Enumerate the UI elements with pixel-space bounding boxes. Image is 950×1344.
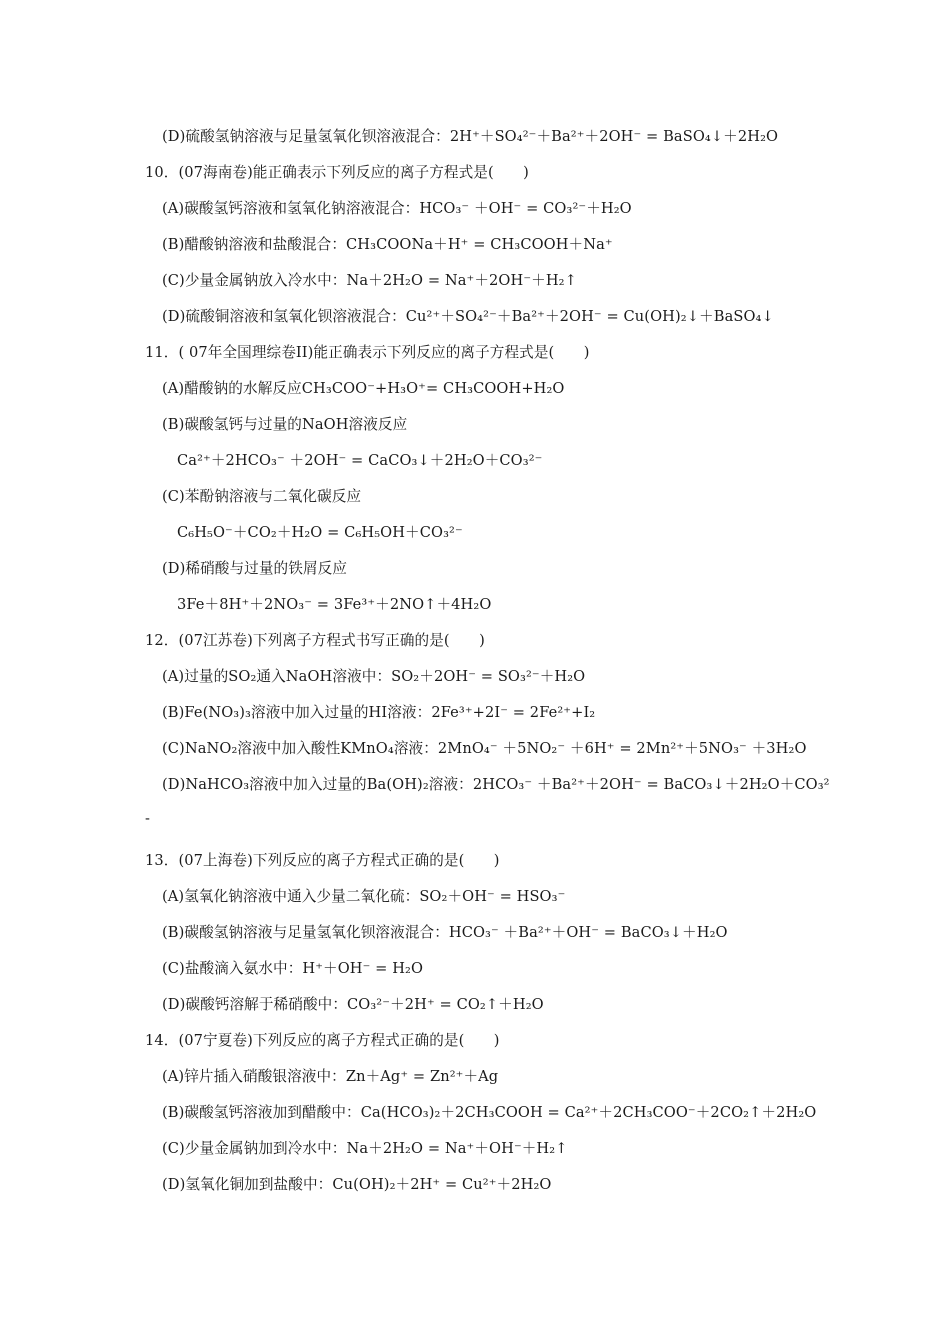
q13-option-d: (D)碳酸钙溶解于稀硝酸中：CO₃²⁻＋2H⁺ = CO₂↑＋H₂O <box>162 996 544 1013</box>
q11-option-b-equation: Ca²⁺＋2HCO₃⁻ ＋2OH⁻ = CaCO₃↓＋2H₂O＋CO₃²⁻ <box>177 452 543 469</box>
q14-option-c: (C)少量金属钠加到冷水中：Na＋2H₂O = Na⁺＋OH⁻＋H₂↑ <box>162 1140 568 1157</box>
q12-option-d: (D)NaHCO₃溶液中加入过量的Ba(OH)₂溶液：2HCO₃⁻ ＋Ba²⁺＋2OH⁻ = BaCO₃↓＋2H₂O＋CO₃² <box>162 776 830 793</box>
q10-option-b: (B)醋酸钠溶液和盐酸混合：CH₃COONa＋H⁺ = CH₃COOH＋Na⁺ <box>162 236 613 253</box>
q10-option-c: (C)少量金属钠放入冷水中：Na＋2H₂O = Na⁺＋2OH⁻＋H₂↑ <box>162 272 577 289</box>
q11-option-a: (A)醋酸钠的水解反应CH₃COO⁻+H₃O⁺= CH₃COOH+H₂O <box>162 380 565 397</box>
q12-stem: 12．(07江苏卷)下列离子方程式书写正确的是( ) <box>145 632 485 649</box>
q11-option-d: (D)稀硝酸与过量的铁屑反应 <box>162 560 348 577</box>
q9-option-d: (D)硫酸氢钠溶液与足量氢氧化钡溶液混合：2H⁺＋SO₄²⁻＋Ba²⁺＋2OH⁻ = BaSO₄↓＋2H₂O <box>162 128 779 145</box>
q12-option-b: (B)Fe(NO₃)₃溶液中加入过量的HI溶液：2Fe³⁺+2I⁻ = 2Fe²⁺+I₂ <box>162 704 596 721</box>
q13-option-a: (A)氢氧化钠溶液中通入少量二氧化硫：SO₂＋OH⁻ = HSO₃⁻ <box>162 888 566 905</box>
q12-option-c: (C)NaNO₂溶液中加入酸性KMnO₄溶液：2MnO₄⁻ ＋5NO₂⁻ ＋6H⁺ = 2Mn²⁺＋5NO₃⁻ ＋3H₂O <box>162 740 807 757</box>
q13-option-b: (B)碳酸氢钠溶液与足量氢氧化钡溶液混合：HCO₃⁻ ＋Ba²⁺＋OH⁻ = BaCO₃↓＋H₂O <box>162 924 728 941</box>
q14-option-a: (A)锌片插入硝酸银溶液中：Zn＋Ag⁺ = Zn²⁺＋Ag <box>162 1068 499 1085</box>
q10-option-d: (D)硫酸铜溶液和氢氧化钡溶液混合：Cu²⁺＋SO₄²⁻＋Ba²⁺＋2OH⁻ = Cu(OH)₂↓＋BaSO₄↓ <box>162 308 774 325</box>
q12-option-d-wrap: - <box>145 810 151 827</box>
q13-stem: 13．(07上海卷)下列反应的离子方程式正确的是( ) <box>145 852 500 869</box>
q11-option-c: (C)苯酚钠溶液与二氧化碳反应 <box>162 488 362 505</box>
q12-option-a: (A)过量的SO₂通入NaOH溶液中：SO₂＋2OH⁻ = SO₃²⁻＋H₂O <box>162 668 586 685</box>
q11-stem: 11．( 07年全国理综卷II)能正确表示下列反应的离子方程式是( ) <box>145 344 590 361</box>
q14-stem: 14．(07宁夏卷)下列反应的离子方程式正确的是( ) <box>145 1032 500 1049</box>
q10-option-a: (A)碳酸氢钙溶液和氢氧化钠溶液混合：HCO₃⁻ ＋OH⁻ = CO₃²⁻＋H₂O <box>162 200 632 217</box>
q14-option-d: (D)氢氧化铜加到盐酸中：Cu(OH)₂＋2H⁺ = Cu²⁺＋2H₂O <box>162 1176 552 1193</box>
q10-stem: 10．(07海南卷)能正确表示下列反应的离子方程式是( ) <box>145 164 529 181</box>
q11-option-d-equation: 3Fe＋8H⁺＋2NO₃⁻ = 3Fe³⁺＋2NO↑＋4H₂O <box>177 596 492 613</box>
q11-option-c-equation: C₆H₅O⁻＋CO₂＋H₂O = C₆H₅OH＋CO₃²⁻ <box>177 524 463 541</box>
q11-option-b: (B)碳酸氢钙与过量的NaOH溶液反应 <box>162 416 408 433</box>
q14-option-b: (B)碳酸氢钙溶液加到醋酸中：Ca(HCO₃)₂＋2CH₃COOH = Ca²⁺＋2CH₃COO⁻＋2CO₂↑＋2H₂O <box>162 1104 817 1121</box>
q13-option-c: (C)盐酸滴入氨水中：H⁺＋OH⁻ = H₂O <box>162 960 424 977</box>
